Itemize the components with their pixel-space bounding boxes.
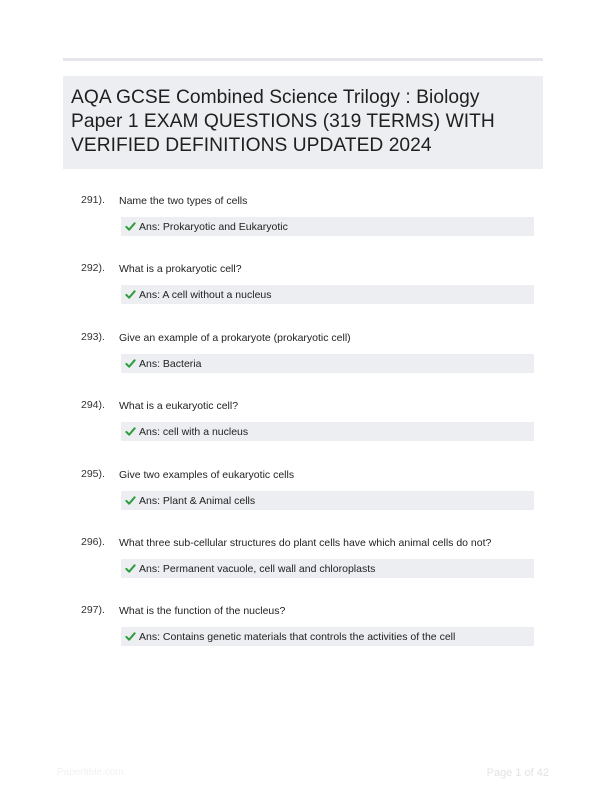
qa-item-293 <box>0 330 606 390</box>
check-icon <box>125 426 136 437</box>
answer-box <box>121 559 534 578</box>
qa-item-297 <box>0 603 606 663</box>
check-icon <box>125 221 136 232</box>
footer-watermark: Papertible.com <box>57 767 124 778</box>
question-number: 295). <box>81 468 105 480</box>
title-banner <box>63 76 543 169</box>
check-icon <box>125 495 136 506</box>
top-divider <box>63 58 543 61</box>
question-text: Give an example of a prokaryote (prokaryotic cell) <box>119 332 351 344</box>
check-icon <box>125 358 136 369</box>
answer-text: Ans: Permanent vacuole, cell wall and chloroplasts <box>139 562 376 575</box>
check-icon <box>125 631 136 642</box>
answer-text: Ans: Plant & Animal cells <box>139 494 256 507</box>
question-number: 291). <box>81 194 105 206</box>
question-number: 296). <box>81 536 105 548</box>
question-text: What is the function of the nucleus? <box>119 605 286 617</box>
qa-item-295 <box>0 467 606 527</box>
page-number: Page 1 of 42 <box>486 767 549 779</box>
answer-box <box>121 422 534 441</box>
answer-box <box>121 285 534 304</box>
qa-item-294 <box>0 398 606 458</box>
question-text: What three sub-cellular structures do plant cells have which animal cells do not? <box>119 537 492 549</box>
answer-box <box>121 217 534 236</box>
answer-text: Ans: Contains genetic materials that controls the activities of the cell <box>139 630 456 643</box>
answer-text: Ans: A cell without a nucleus <box>139 288 272 301</box>
question-number: 293). <box>81 331 105 343</box>
answer-text: Ans: Bacteria <box>139 357 202 370</box>
answer-text: Ans: Prokaryotic and Eukaryotic <box>139 220 288 233</box>
question-number: 297). <box>81 604 105 616</box>
question-text: Give two examples of eukaryotic cells <box>119 469 295 481</box>
question-number: 294). <box>81 399 105 411</box>
answer-text: Ans: cell with a nucleus <box>139 425 249 438</box>
qa-item-296 <box>0 535 606 595</box>
question-text: Name the two types of cells <box>119 195 248 207</box>
check-icon <box>125 289 136 300</box>
answer-box <box>121 491 534 510</box>
question-text: What is a prokaryotic cell? <box>119 263 242 275</box>
document-title: AQA GCSE Combined Science Trilogy : Biology Paper 1 EXAM QUESTIONS (319 TERMS) WITH VERIFIED DEFINITIONS UPDATED 2024 <box>71 87 495 156</box>
qa-item-292 <box>0 261 606 321</box>
question-text: What is a eukaryotic cell? <box>119 400 239 412</box>
check-icon <box>125 563 136 574</box>
question-number: 292). <box>81 262 105 274</box>
answer-box <box>121 354 534 373</box>
answer-box <box>121 627 534 646</box>
qa-item-291 <box>0 193 606 253</box>
